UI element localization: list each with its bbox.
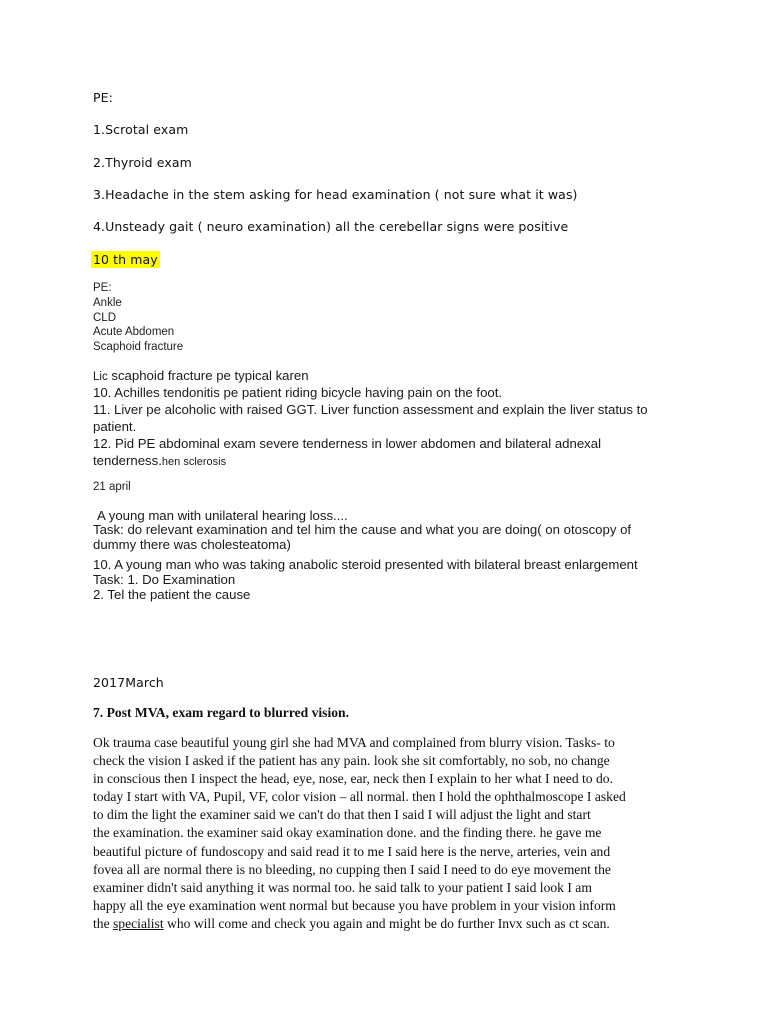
list-item: 3.Headache in the stem asking for head examination ( not sure what it was)	[93, 187, 578, 202]
line-prefix: the	[93, 915, 114, 931]
list-item: CLD	[93, 312, 117, 324]
case-line	[93, 453, 226, 468]
paragraph-line: check the vision I asked if the patient has any pain. look she sit comfortably, no sob, no change	[93, 753, 610, 769]
list-item: Scaphoid fracture	[93, 341, 184, 353]
case-line: A young man with unilateral hearing loss....	[97, 508, 348, 523]
list-item: Acute Abdomen	[93, 326, 175, 338]
list-item: Ankle	[93, 297, 122, 309]
paragraph-line	[93, 915, 693, 933]
case-prefix: Lic	[93, 371, 108, 383]
case-paragraph	[93, 734, 693, 933]
paragraph-line: to dim the light the examiner said we can't do that then I said I will adjust the light and start	[93, 807, 591, 823]
section5-date: 2017March	[93, 675, 164, 690]
highlight-date-text: 10 th may	[93, 252, 158, 267]
section2-heading: PE:	[93, 282, 112, 294]
paragraph-line: happy all the eye examination went normal but because you have problem in your vision inform	[93, 897, 616, 913]
case-title: 7. Post MVA, exam regard to blurred vision.	[93, 705, 350, 720]
case-line: Task: 1. Do Examination	[93, 572, 236, 587]
list-item: 1.Scrotal exam	[93, 122, 189, 137]
case-line: 10. A young man who was taking anabolic steroid presented with bilateral breast enlargement	[93, 557, 638, 572]
case-line: 10. Achilles tendonitis pe patient riding bicycle having pain on the foot.	[93, 385, 503, 400]
case-line: dummy there was cholesteatoma)	[93, 537, 291, 552]
paragraph-line: in conscious then I inspect the head, eye, nose, ear, neck then I explain to her what I need to do.	[93, 771, 613, 787]
paragraph-line: examiner didn't said anything it was normal too. he said talk to your patient I said look I am	[93, 879, 592, 895]
highlighted-date	[91, 252, 160, 267]
paragraph-line: the examination. the examiner said okay examination done. and the finding there. he gave me	[93, 825, 602, 841]
paragraph-line: Ok trauma case beautiful young girl she had MVA and complained from blurry vision. Tasks- to	[93, 735, 615, 750]
case-line: 2. Tel the patient the cause	[93, 587, 251, 602]
case-line: patient.	[93, 419, 137, 434]
line-rest: who will come and check you again and might be do further Invx such as ct scan.	[163, 915, 610, 931]
case-fragment: hen sclerosis	[161, 456, 227, 468]
paragraph-line: beautiful picture of fundoscopy and said read it to me I said here is the nerve, arteries, vein and	[93, 843, 611, 859]
case-text: tenderness.	[93, 453, 162, 468]
section4-date: 21 april	[93, 481, 131, 493]
case-line: Task: do relevant examination and tel him the cause and what you are doing( on otoscopy of	[93, 522, 632, 537]
paragraph-line: today I start with VA, Pupil, VF, color vision – all normal. then I hold the ophthalmoscope I asked	[93, 789, 626, 805]
list-item: 4.Unsteady gait ( neuro examination) all the cerebellar signs were positive	[93, 219, 569, 234]
specialist-underlined: specialist	[113, 915, 164, 931]
case-line: 11. Liver pe alcoholic with raised GGT. Liver function assessment and explain the liver status to	[93, 402, 648, 417]
case-line: 12. Pid PE abdominal exam severe tenderness in lower abdomen and bilateral adnexal	[93, 436, 602, 451]
section1-heading: PE:	[93, 90, 113, 105]
list-item: 2.Thyroid exam	[93, 155, 192, 170]
case-line	[93, 368, 309, 383]
paragraph-line: fovea all are normal there is no bleeding, no cupping then I said I need to do eye movement the	[93, 861, 611, 877]
case-text: scaphoid fracture pe typical karen	[107, 368, 309, 383]
